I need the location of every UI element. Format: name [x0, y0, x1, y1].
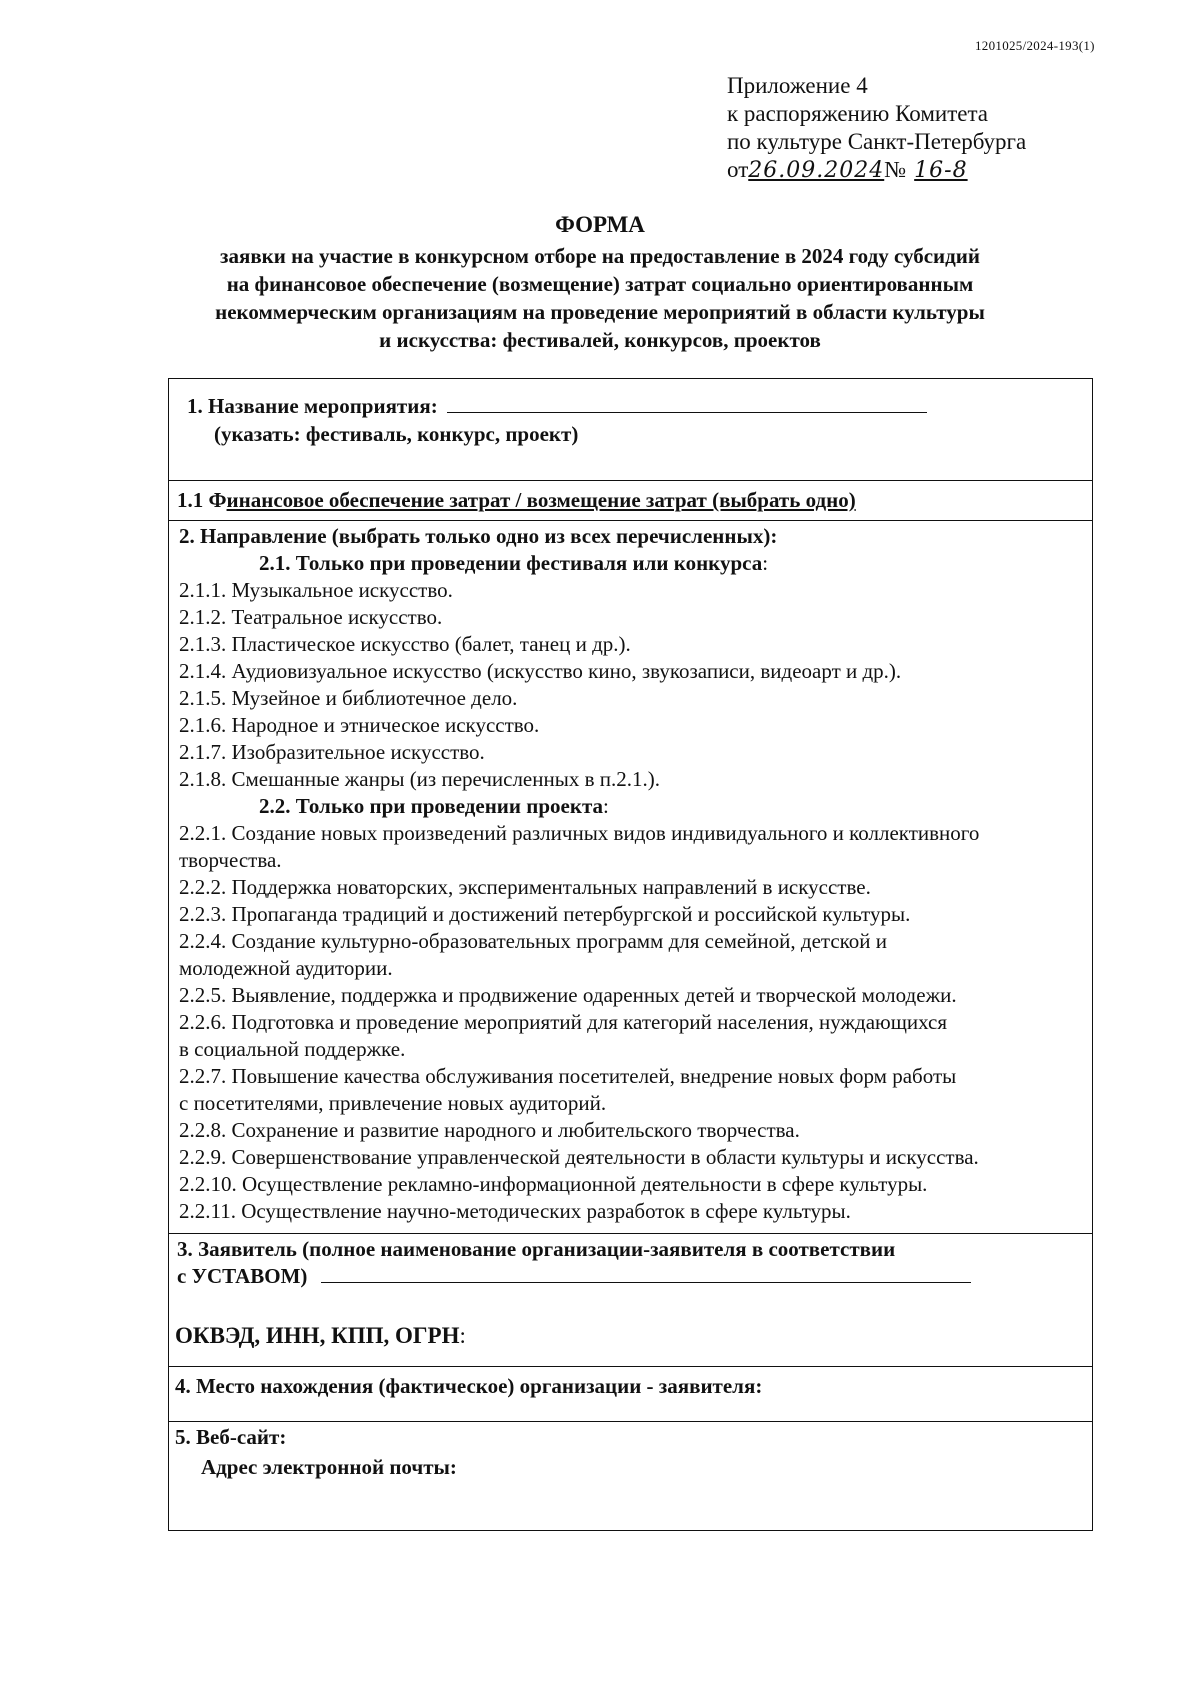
appendix-line-1: Приложение 4: [727, 73, 868, 98]
section-financing: [169, 481, 1092, 521]
appendix-date-line: [727, 156, 1026, 185]
form-subtitle: [180, 242, 1020, 354]
section-applicant: [169, 1234, 1092, 1367]
event-name-field[interactable]: [447, 394, 927, 413]
direction-item: 2.1.3. Пластическое искусство (балет, танец и др.).: [179, 632, 631, 656]
sub-project-colon: :: [603, 794, 609, 818]
direction-item: в социальной поддержке.: [179, 1037, 406, 1061]
email-label: Адрес электронной почты:: [201, 1455, 457, 1479]
section-contacts: [169, 1422, 1092, 1532]
sub-festival-label: 2.1. Только при проведении фестиваля или конкурса: [259, 551, 763, 575]
direction-item: 2.2.11. Осуществление научно-методических разработок в сфере культуры.: [179, 1199, 851, 1223]
section-direction: [169, 521, 1092, 1234]
application-form-table: [168, 378, 1093, 1531]
applicant-charter-label: с УСТАВОМ): [177, 1264, 308, 1288]
direction-item: 2.1.7. Изобразительное искусство.: [179, 740, 485, 764]
date-prefix: от: [727, 157, 749, 182]
direction-item: 2.2.9. Совершенствование управленческой деятельности в области культуры и искусства.: [179, 1145, 979, 1169]
applicant-codes-colon: :: [459, 1323, 466, 1348]
direction-item: молодежной аудитории.: [179, 956, 393, 980]
event-name-note: (указать: фестиваль, конкурс, проект): [214, 422, 579, 446]
direction-item: 2.2.3. Пропаганда традиций и достижений петербургской и российской культуры.: [179, 902, 911, 926]
direction-item: 2.2.10. Осуществление рекламно-информационной деятельности в сфере культуры.: [179, 1172, 928, 1196]
website-label: 5. Веб-сайт:: [175, 1425, 287, 1449]
direction-item: 2.2.5. Выявление, поддержка и продвижение одаренных детей и творческой молодежи.: [179, 983, 957, 1007]
appendix-line-3: по культуре Санкт-Петербурга: [727, 129, 1027, 154]
number-prefix: №: [884, 157, 907, 182]
direction-item: 2.1.4. Аудиовизуальное искусство (искусство кино, звукозаписи, видеоарт и др.).: [179, 659, 902, 683]
direction-item: 2.1.2. Театральное искусство.: [179, 605, 443, 629]
direction-item: 2.1.5. Музейное и библиотечное дело.: [179, 686, 518, 710]
direction-item: 2.1.8. Смешанные жанры (из перечисленных в п.2.1.).: [179, 767, 660, 791]
direction-sub-festival: [259, 550, 768, 577]
direction-item: 2.2.4. Создание культурно-образовательных программ для семейной, детской и: [179, 929, 888, 953]
applicant-name-field[interactable]: [321, 1264, 971, 1283]
direction-item: 2.2.1. Создание новых произведений различных видов индивидуального и коллективного: [179, 821, 980, 845]
document-number: 1201025/2024-193(1): [975, 38, 1095, 53]
location-label: 4. Место нахождения (фактическое) организации - заявителя:: [175, 1374, 763, 1398]
appendix-block: [727, 72, 1026, 185]
direction-item: 2.2.6. Подготовка и проведение мероприятий для категорий населения, нуждающихся: [179, 1010, 947, 1034]
direction-item: 2.2.7. Повышение качества обслуживания посетителей, внедрение новых форм работы: [179, 1064, 957, 1088]
direction-item: 2.1.1. Музыкальное искусство.: [179, 578, 453, 602]
subtitle-line-3: некоммерческим организациям на проведение мероприятий в области культуры: [215, 300, 985, 324]
handwritten-date: 26.09.2024: [748, 158, 885, 183]
financing-options: инансовое обеспечение затрат / возмещение затрат (выбрать одно): [226, 488, 856, 512]
sub-project-label: 2.2. Только при проведении проекта: [259, 794, 604, 818]
applicant-codes-label: ОКВЭД, ИНН, КПП, ОГРН: [175, 1323, 460, 1348]
handwritten-number: 16-8: [914, 158, 968, 183]
direction-item: творчества.: [179, 848, 282, 872]
direction-heading: 2. Направление (выбрать только одно из всех перечисленных):: [179, 524, 778, 548]
applicant-line-2: [177, 1263, 971, 1290]
appendix-line-2: к распоряжению Комитета: [727, 101, 988, 126]
sub-festival-colon: :: [762, 551, 769, 575]
event-name-label: 1. Название мероприятия:: [187, 394, 438, 418]
financing-prefix: 1.1 Ф: [177, 488, 227, 512]
applicant-line-1: 3. Заявитель (полное наименование организации-заявителя в соответствии: [177, 1237, 896, 1261]
financing-line: [177, 487, 856, 514]
direction-item: 2.1.6. Народное и этническое искусство.: [179, 713, 540, 737]
direction-sub-project: [259, 793, 609, 820]
direction-item: 2.2.2. Поддержка новаторских, экспериментальных направлений в искусстве.: [179, 875, 871, 899]
section-event-name: [169, 379, 1092, 481]
section-location: [169, 1367, 1092, 1422]
direction-item: с посетителями, привлечение новых аудиторий.: [179, 1091, 607, 1115]
subtitle-line-1: заявки на участие в конкурсном отборе на предоставление в 2024 году субсидий: [220, 244, 980, 268]
subtitle-line-2: на финансовое обеспечение (возмещение) затрат социально ориентированным: [226, 272, 974, 296]
event-name-line: [187, 393, 927, 420]
subtitle-line-4: и искусства: фестивалей, конкурсов, проектов: [379, 328, 821, 352]
applicant-codes: [175, 1322, 466, 1349]
form-title: ФОРМА: [555, 212, 645, 237]
direction-item: 2.2.8. Сохранение и развитие народного и любительского творчества.: [179, 1118, 800, 1142]
